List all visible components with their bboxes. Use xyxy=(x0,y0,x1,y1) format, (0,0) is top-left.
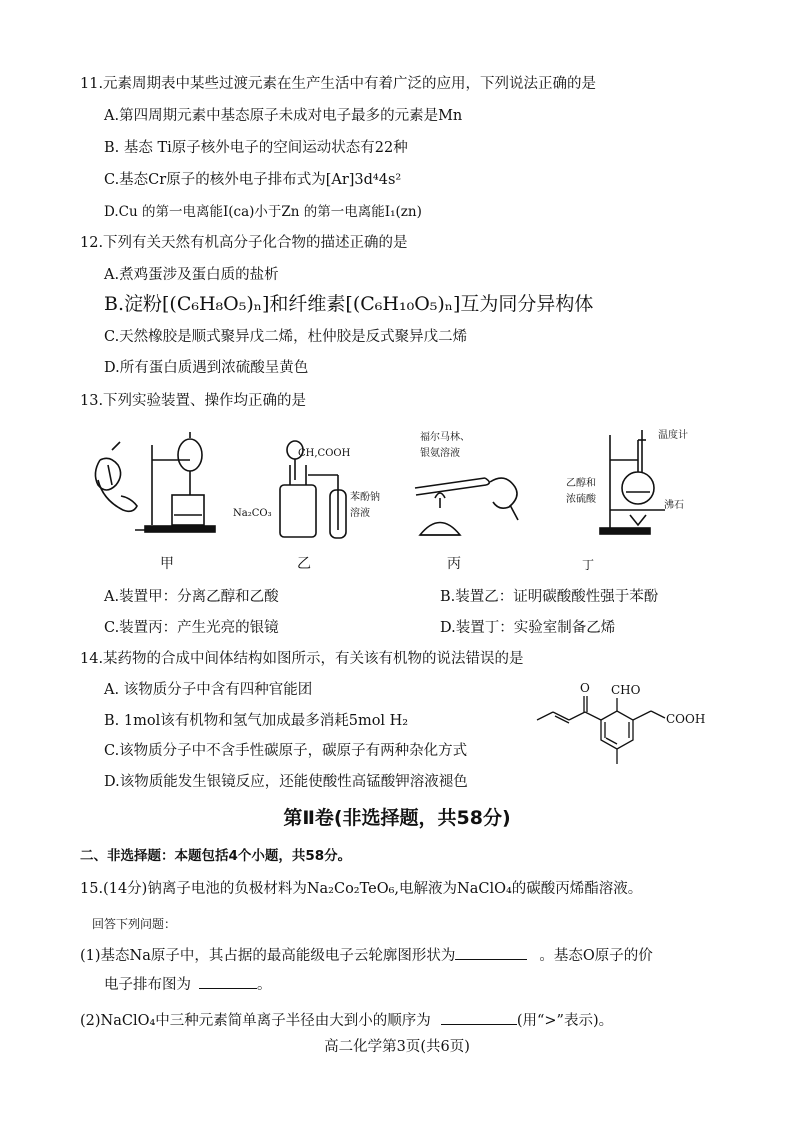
label-phenol: 苯酚钠 xyxy=(350,492,380,503)
apparatus-jia xyxy=(95,432,215,532)
q11-option-c: C.基态Cr原子的核外电子排布式为[Ar]3d⁴4s² xyxy=(104,172,402,188)
q15-part1-text-4: 。 xyxy=(257,977,272,993)
apparatus-ding xyxy=(600,430,665,534)
q11-stem: 11.元素周期表中某些过渡元素在生产生活中有着广泛的应用，下列说法正确的是 xyxy=(80,76,597,92)
label-na2co3: Na₂CO₃ xyxy=(233,508,272,519)
q14-option-a: A. 该物质分子中含有四种官能团 xyxy=(104,682,313,698)
answer-blank-2[interactable] xyxy=(199,974,257,989)
q13-option-d: D.装置丁：实验室制备乙烯 xyxy=(440,620,616,636)
struct-oxygen: O xyxy=(580,681,590,695)
label-ch3cooh: CH,COOH xyxy=(298,448,351,459)
section2-heading: 二、非选择题：本题包括4个小题，共58分。 xyxy=(80,848,352,864)
answer-blank-3[interactable] xyxy=(441,1010,517,1025)
q15-part1-text-3: 电子排布图为 xyxy=(104,977,191,993)
q12-option-d: D.所有蛋白质遇到浓硫酸呈黄色 xyxy=(104,360,309,376)
caption-yi: 乙 xyxy=(297,556,311,572)
answer-blank-1[interactable] xyxy=(455,945,527,960)
caption-bing: 丙 xyxy=(447,556,461,572)
apparatus-figure xyxy=(90,420,730,550)
label-silver-ammonia: 银氨溶液 xyxy=(420,448,460,459)
q15-part1-line2 xyxy=(104,974,272,995)
molecule-structure xyxy=(525,678,725,778)
q13-option-b: B.装置乙：证明碳酸酸性强于苯酚 xyxy=(440,589,659,605)
q15-stem: 15.(14分)钠离子电池的负极材料为Na₂Co₂TeO₆,电解液为NaClO₄的碳酸丙烯酯溶液。 xyxy=(80,881,643,897)
q12-stem: 12.下列有关天然有机高分子化合物的描述正确的是 xyxy=(80,235,408,251)
label-formalin: 福尔马林、 xyxy=(420,432,470,443)
q12-option-c: C.天然橡胶是顺式聚异戊二烯，杜仲胶是反式聚异戊二烯 xyxy=(104,329,468,345)
label-sulfuric-acid: 浓硫酸 xyxy=(566,494,596,505)
label-boiling-chips: 沸石 xyxy=(664,500,684,511)
caption-ding: 丁 xyxy=(582,558,595,572)
label-thermometer: 温度计 xyxy=(658,430,688,441)
struct-cooh: COOH xyxy=(666,712,706,726)
section2-title: 第Ⅱ卷(非选择题，共58分) xyxy=(283,807,511,829)
q13-option-c: C.装置丙：产生光亮的银镜 xyxy=(104,620,279,636)
struct-cho: CHO xyxy=(611,683,641,697)
apparatus-bing xyxy=(415,478,518,535)
q13-option-a: A.装置甲：分离乙醇和乙酸 xyxy=(104,589,279,605)
q14-stem: 14.某药物的合成中间体结构如图所示，有关该有机物的说法错误的是 xyxy=(80,651,524,667)
q15-part1-line1 xyxy=(80,945,653,966)
q11-option-a: A.第四周期元素中基态原子未成对电子最多的元素是Mn xyxy=(104,108,463,124)
q14-option-b: B. 1mol该有机物和氢气加成最多消耗5mol H₂ xyxy=(104,713,409,729)
caption-jia: 甲 xyxy=(160,556,174,572)
page-footer: 高二化学第3页(共6页) xyxy=(324,1039,470,1055)
q12-option-b: B.淀粉[(C₆H₈O₅)ₙ]和纤维素[(C₆H₁₀O₅)ₙ]互为同分异构体 xyxy=(104,293,594,315)
q13-stem: 13.下列实验装置、操作均正确的是 xyxy=(80,393,307,409)
q14-option-c: C.该物质分子中不含手性碳原子，碳原子有两种杂化方式 xyxy=(104,743,468,759)
q14-option-d: D.该物质能发生银镜反应，还能使酸性高锰酸钾溶液褪色 xyxy=(104,774,468,790)
q15-prompt: 回答下列问题： xyxy=(92,917,177,931)
q15-part2-text: (2)NaClO₄中三种元素简单离子半径由大到小的顺序为 xyxy=(80,1013,431,1029)
q11-option-d: D.Cu 的第一电离能I(ca)小于Zn 的第一电离能I₁(zn) xyxy=(104,204,422,220)
q15-part1-text-2: 。基态O原子的价 xyxy=(539,948,653,964)
q11-option-b: B. 基态 Ti原子核外电子的空间运动状态有22种 xyxy=(104,140,408,156)
q15-part2-line xyxy=(80,1010,613,1031)
label-ethanol: 乙醇和 xyxy=(566,478,596,489)
q15-part2-text-2: (用“>”表示)。 xyxy=(516,1013,614,1029)
q12-option-a: A.煮鸡蛋涉及蛋白质的盐析 xyxy=(104,267,279,283)
q15-part1-text: (1)基态Na原子中，其占据的最高能级电子云轮廓图形状为 xyxy=(80,948,456,964)
label-phenol-solution: 溶液 xyxy=(350,508,370,519)
